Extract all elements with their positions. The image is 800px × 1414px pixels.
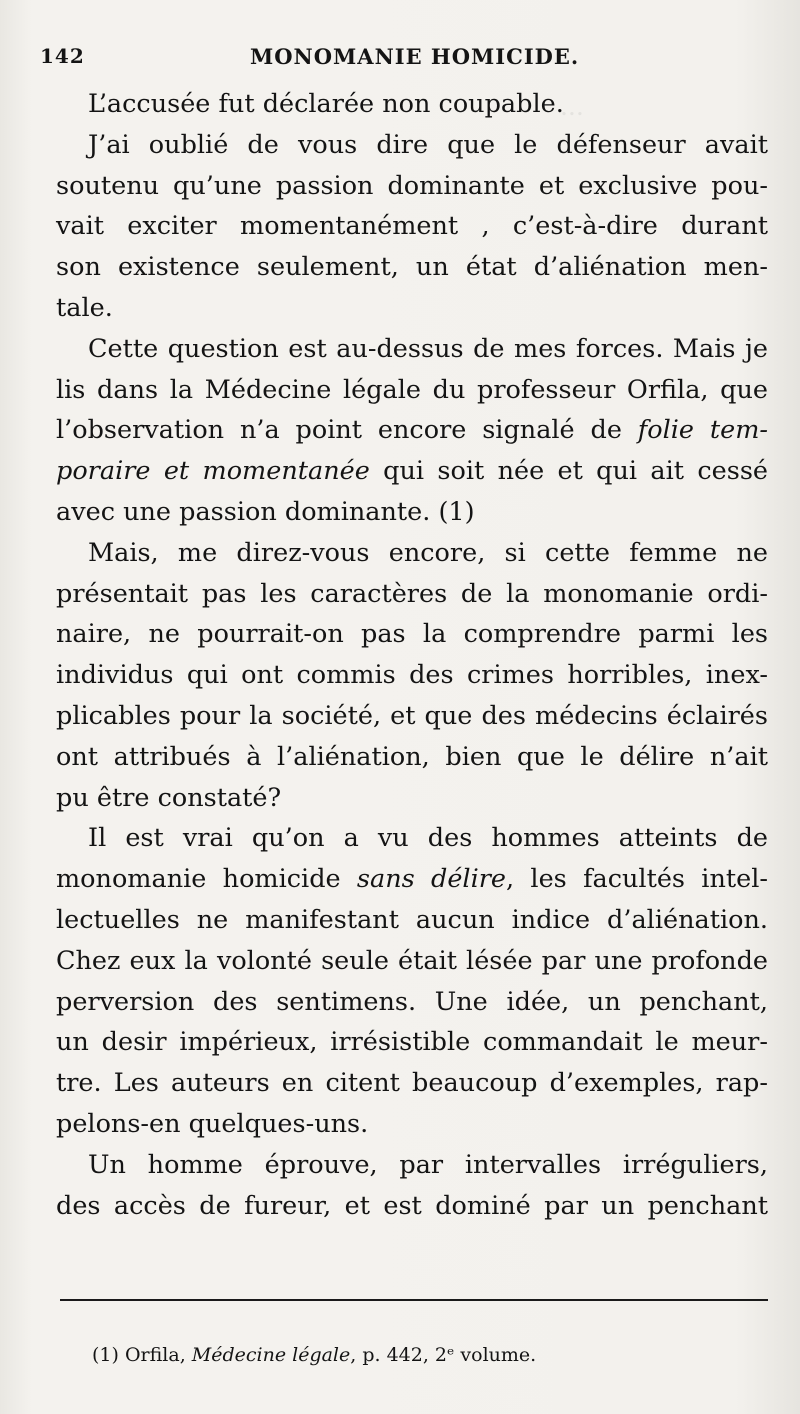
page-number: 142 [40,44,85,68]
text-line: tre. Les auteurs en citent beaucoup d’exemples, rap- [56,1068,768,1099]
text-line: un desir impérieux, irrésistible commandait le meur- [56,1027,768,1058]
text-line: individus qui ont commis des crimes horribles, inex- [56,660,768,691]
text-line: soutenu qu’une passion dominante et exclusive pou- [56,170,768,201]
text-line: plicables pour la société, et que des médecins éclairés [56,700,768,731]
text-line: Cette question est au-dessus de mes forces. Mais je [88,333,768,364]
text-line: lectuelles ne manifestant aucun indice d’aliénation. [56,904,768,935]
text-line: perversion des sentimens. Une idée, un penchant, [56,986,768,1017]
text-line: J’ai oublié de vous dire que le défenseur avait [88,129,768,160]
text-line: des accès de fureur, et est dominé par un penchant [56,1190,768,1221]
italic-segment: sans délire [356,864,507,895]
body-text [56,84,768,1226]
text-segment: , les facultés intel- [506,864,768,895]
footnote [92,1344,536,1366]
text-line: vait exciter momentanément , c’est-à-dire durant [56,211,768,242]
footnote-marker: (1) Orfila, [92,1344,192,1366]
text-line: Chez eux la volonté seule était lésée par une profonde [56,945,768,976]
footnote-reference: , p. 442, 2ᵉ volume. [350,1344,537,1366]
footnote-title: Médecine légale [191,1344,351,1366]
text-line [56,451,768,492]
text-segment: qui soit née et qui ait cessé [369,456,768,487]
italic-segment: folie tem- [637,415,768,446]
text-line: avec une passion dominante. (1) [56,496,475,527]
text-line: lis dans la Médecine légale du professeur Orfila, que [56,374,768,405]
text-segment: monomanie homicide [56,864,357,895]
text-line: Un homme éprouve, par intervalles irréguliers, [88,1149,768,1180]
text-line [56,410,768,451]
text-line: tale. [56,292,113,323]
text-line: Il est vrai qu’on a vu des hommes atteints de [88,823,768,854]
footnote-rule [60,1299,768,1301]
text-line: pelons-en quelques-uns. [56,1108,369,1139]
running-title: MONOMANIE HOMICIDE. [250,44,580,69]
bleed-through-text: ... [560,92,584,121]
text-line: Mais, me direz-vous encore, si cette femme ne [88,537,768,568]
text-line: pu être constaté? [56,782,282,813]
text-line: ont attribués à l’aliénation, bien que le délire n’ait [56,741,768,772]
italic-segment: poraire et momentanée [56,456,370,487]
text-line: présentait pas les caractères de la monomanie ordi- [56,578,768,609]
text-line: son existence seulement, un état d’aliénation men- [56,252,768,283]
text-segment: l’observation n’a point encore signalé de [56,415,638,446]
page-header [40,44,770,74]
text-line [56,859,768,900]
text-line: L’accusée fut déclarée non coupable. [88,89,564,119]
text-line: naire, ne pourrait-on pas la comprendre parmi les [56,619,768,650]
